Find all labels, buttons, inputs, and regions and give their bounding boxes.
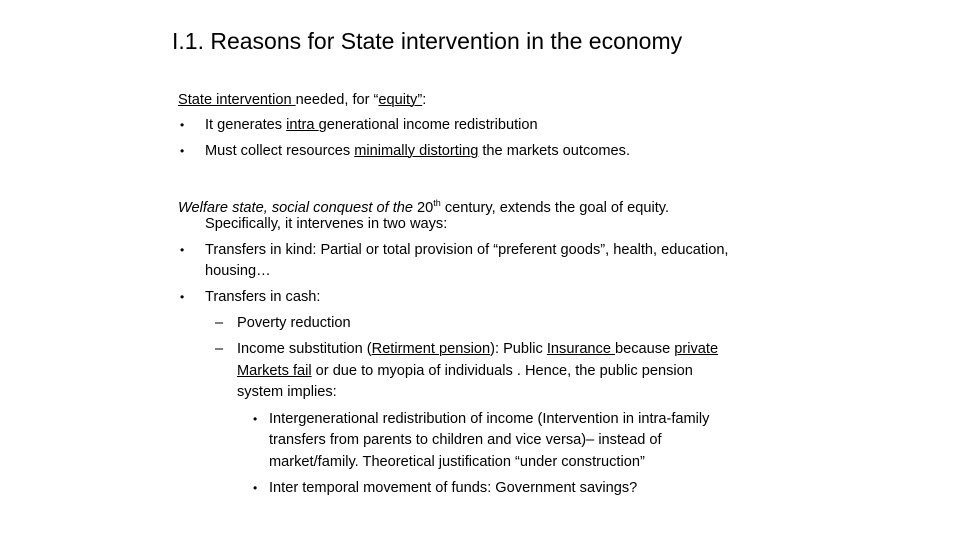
text-segment: century, extends the goal of equity. (440, 199, 670, 216)
text-segment: the markets outcomes. (478, 143, 631, 159)
text-segment: It generates (205, 117, 287, 133)
underlined-text: intra (286, 117, 319, 133)
text-line (178, 194, 669, 217)
underlined-text: Retirment pension (371, 341, 491, 357)
dash-marker: – (215, 315, 224, 331)
bullet-icon: • (180, 144, 185, 158)
text-line (205, 215, 447, 233)
text-line (269, 453, 645, 471)
text-line (237, 362, 693, 380)
text-segment: Intergenerational redistribution of income (Intervention in intra-family (269, 411, 710, 427)
underlined-text: equity” (378, 92, 423, 108)
text-line (237, 340, 718, 358)
text-line (205, 262, 271, 280)
bullet-icon: • (253, 412, 258, 426)
text-line (269, 410, 709, 428)
bullet-icon: • (180, 243, 185, 257)
text-segment: th (433, 198, 441, 208)
text-segment: market/family. Theoretical justification “under construction” (269, 454, 645, 470)
underlined-text: private (674, 341, 719, 357)
text-segment: needed, for “ (295, 92, 379, 108)
text-line (178, 91, 426, 109)
text-segment: generational income redistribution (318, 117, 538, 133)
bullet-icon: • (180, 290, 185, 304)
text-segment: : (422, 92, 427, 108)
underlined-text: Insurance (546, 341, 616, 357)
text-segment: Inter temporal movement of funds: Government savings? (269, 480, 638, 496)
text-segment: ): Public (490, 341, 547, 357)
text-segment: 20 (417, 199, 434, 216)
text-segment: system implies: (237, 384, 337, 400)
text-segment: Income substitution ( (237, 341, 372, 357)
text-segment: housing… (205, 263, 271, 279)
text-line (237, 383, 337, 401)
text-line (205, 241, 729, 259)
text-segment: transfers from parents to children and vice versa)– instead of (269, 432, 662, 448)
bullet-icon: • (180, 118, 185, 132)
text-segment: Poverty reduction (237, 315, 351, 331)
text-segment: because (615, 341, 675, 357)
underlined-text: State intervention (178, 92, 296, 108)
text-line (205, 116, 538, 134)
text-line (269, 431, 662, 449)
underlined-text: Markets fail (237, 363, 312, 379)
text-line (269, 479, 637, 497)
underlined-text: minimally distorting (354, 143, 479, 159)
text-segment: Specifically, it intervenes in two ways: (205, 216, 448, 232)
text-segment: Welfare state, social conquest of the (178, 199, 418, 216)
text-segment: Transfers in cash: (205, 289, 321, 305)
dash-marker: – (215, 341, 224, 357)
text-line (205, 142, 630, 160)
text-line (237, 314, 351, 332)
text-segment: or due to myopia of individuals . Hence, the public pension (311, 363, 693, 379)
bullet-icon: • (253, 481, 258, 495)
text-segment: Must collect resources (205, 143, 355, 159)
slide-title: I.1. Reasons for State intervention in the economy (172, 28, 683, 54)
text-segment: Transfers in kind: Partial or total provision of “preferent goods”, health, education, (205, 242, 729, 258)
text-line (205, 288, 320, 306)
